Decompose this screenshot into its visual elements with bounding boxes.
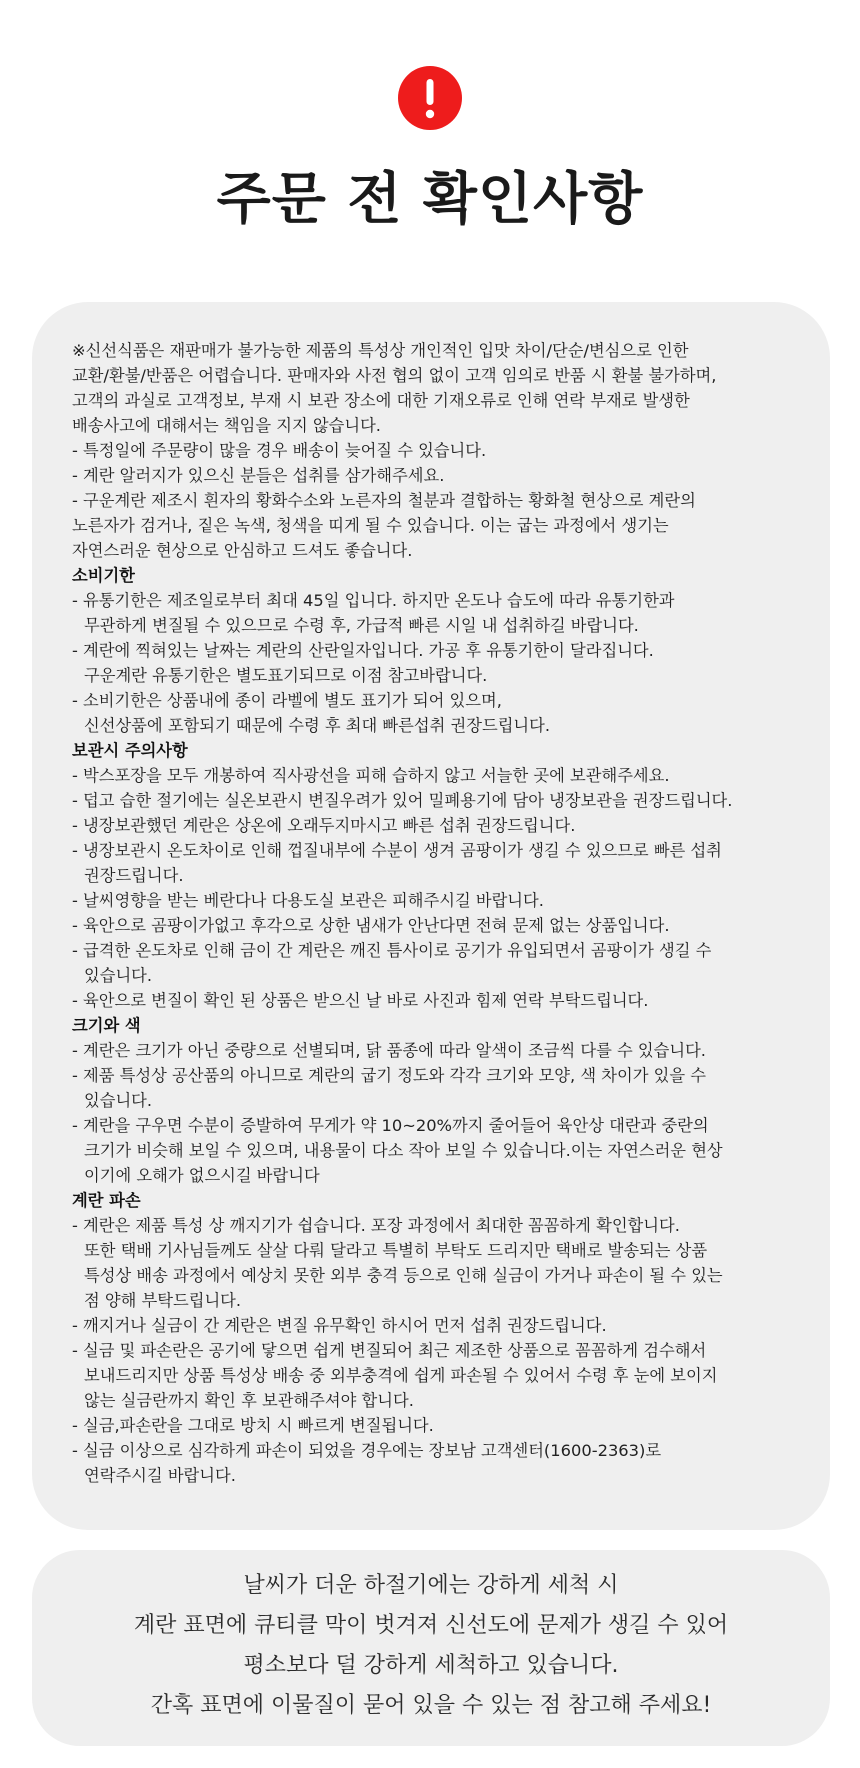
notice-line: - 소비기한은 상품내에 종이 라벨에 별도 표기가 되어 있으며, [72,691,502,710]
section-heading: 보관시 주의사항 [72,741,188,760]
tip-line: 평소보다 덜 강하게 세척하고 있습니다. [243,1653,619,1678]
exclamation-mark-icon [398,66,462,130]
notice-line: - 유통기한은 제조일로부터 최대 45일 입니다. 하지만 온도나 습도에 따라 유통기한과 [72,591,675,610]
notice-line: 교환/환불/반품은 어렵습니다. 판매자와 사전 협의 없이 고객 임의로 반품 시 환불 불가하며, [72,366,717,385]
notice-line: - 냉장보관시 온도차이로 인해 껍질내부에 수분이 생겨 곰팡이가 생길 수 있으므로 빠른 섭취 [72,841,722,860]
notice-line: 또한 택배 기사님들께도 살살 다뤄 달라고 특별히 부탁도 드리지만 택배로 발송되는 상품 [84,1241,708,1260]
washing-tip-card [32,1550,830,1746]
notice-line: 고객의 과실로 고객정보, 부재 시 보관 장소에 대한 기재오류로 인해 연락 부재로 발생한 [72,391,690,410]
notice-line: - 날씨영향을 받는 베란다나 다용도실 보관은 피해주시길 바랍니다. [72,891,544,910]
notice-line: - 제품 특성상 공산품의 아니므로 계란의 굽기 정도와 각각 크기와 모양, 색 차이가 있을 수 [72,1066,706,1085]
notice-line: 점 양해 부탁드립니다. [84,1291,242,1310]
tip-line: 간혹 표면에 이물질이 묻어 있을 수 있는 점 참고해 주세요! [150,1693,712,1718]
notice-line: - 깨지거나 실금이 간 계란은 변질 유무확인 하시어 먼저 섭취 권장드립니다. [72,1316,607,1335]
notice-text-block [72,338,802,1488]
notice-line: - 계란 알러지가 있으신 분들은 섭취를 삼가해주세요. [72,466,445,485]
notice-line: 구운계란 유통기한은 별도표기되므로 이점 참고바랍니다. [84,666,488,685]
notice-line: - 실금,파손란을 그대로 방치 시 빠르게 변질됩니다. [72,1416,434,1435]
notice-line: - 박스포장을 모두 개봉하여 직사광선을 피해 습하지 않고 서늘한 곳에 보관해주세요. [72,766,670,785]
notice-line: 이기에 오해가 없으시길 바랍니다 [84,1166,320,1185]
notice-line: 무관하게 변질될 수 있으므로 수령 후, 가급적 빠른 시일 내 섭취하길 바랍니다. [84,616,639,635]
section-heading: 계란 파손 [72,1191,141,1210]
notice-line: - 급격한 온도차로 인해 금이 간 계란은 깨진 틈사이로 공기가 유입되면서 곰팡이가 생길 수 [72,941,712,960]
page-title: 주문 전 확인사항 [216,167,644,232]
notice-line: - 계란에 찍혀있는 날짜는 계란의 산란일자입니다. 가공 후 유통기한이 달라집니다. [72,641,654,660]
notice-line: - 실금 및 파손란은 공기에 닿으면 쉽게 변질되어 최근 제조한 상품으로 꼼꼼하게 검수해서 [72,1341,707,1360]
notice-line: - 구운계란 제조시 흰자의 황화수소와 노른자의 철분과 결합하는 황화철 현상으로 계란의 [72,491,696,510]
notice-line: - 육안으로 변질이 확인 된 상품은 받으신 날 바로 사진과 힘제 연락 부탁드립니다. [72,991,649,1010]
notice-line: 있습니다. [84,966,153,985]
tip-text-block [32,1566,830,1726]
tip-line: 계란 표면에 큐티클 막이 벗겨져 신선도에 문제가 생길 수 있어 [133,1613,729,1638]
section-heading: 크기와 색 [72,1016,141,1035]
notice-line: - 실금 이상으로 심각하게 파손이 되었을 경우에는 장보남 고객센터(1600-2363)로 [72,1441,662,1460]
notice-line: - 계란은 제품 특성 상 깨지기가 쉽습니다. 포장 과정에서 최대한 꼼꼼하게 확인합니다. [72,1216,680,1235]
notice-line: 크기가 비슷해 보일 수 있으며, 내용물이 다소 작아 보일 수 있습니다.이는 자연스러운 현상 [84,1141,723,1160]
notice-line: - 냉장보관했던 계란은 상온에 오래두지마시고 빠른 섭취 권장드립니다. [72,816,576,835]
notice-line: - 계란은 크기가 아닌 중량으로 선별되며, 닭 품종에 따라 알색이 조금씩 다를 수 있습니다. [72,1041,706,1060]
tip-line: 날씨가 더운 하절기에는 강하게 세척 시 [243,1573,619,1598]
notice-line: 있습니다. [84,1091,153,1110]
notice-line: 노른자가 검거나, 짙은 녹색, 청색을 띠게 될 수 있습니다. 이는 굽는 과정에서 생기는 [72,516,669,535]
exclamation-circle-icon [398,66,462,130]
notice-line: - 육안으로 곰팡이가없고 후각으로 상한 냄새가 안난다면 전혀 문제 없는 상품입니다. [72,916,670,935]
notice-line: - 특정일에 주문량이 많을 경우 배송이 늦어질 수 있습니다. [72,441,487,460]
notice-line: 않는 실금란까지 확인 후 보관해주셔야 합니다. [84,1391,414,1410]
notice-line: 배송사고에 대해서는 책임을 지지 않습니다. [72,416,381,435]
notice-line: 연락주시길 바랍니다. [84,1466,236,1485]
notice-line: 보내드리지만 상품 특성상 배송 중 외부충격에 쉽게 파손될 수 있어서 수령 후 눈에 보이지 [84,1366,718,1385]
notice-line: - 계란을 구우면 수분이 증발하여 무게가 약 10~20%까지 줄어들어 육안상 대란과 중란의 [72,1116,709,1135]
notice-line: 특성상 배송 과정에서 예상치 못한 외부 충격 등으로 인해 실금이 가거나 파손이 될 수 있는 [84,1266,723,1285]
section-heading: 소비기한 [72,566,135,585]
notice-line: 신선상품에 포함되기 때문에 수령 후 최대 빠른섭취 권장드립니다. [84,716,551,735]
notice-line: - 덥고 습한 절기에는 실온보관시 변질우려가 있어 밀폐용기에 담아 냉장보관을 권장드립니다. [72,791,733,810]
notice-card [32,302,830,1530]
notice-line: 권장드립니다. [84,866,184,885]
notice-line: ※신선식품은 재판매가 불가능한 제품의 특성상 개인적인 입맛 차이/단순/변심으로 인한 [72,341,689,360]
notice-line: 자연스러운 현상으로 안심하고 드셔도 좋습니다. [72,541,413,560]
